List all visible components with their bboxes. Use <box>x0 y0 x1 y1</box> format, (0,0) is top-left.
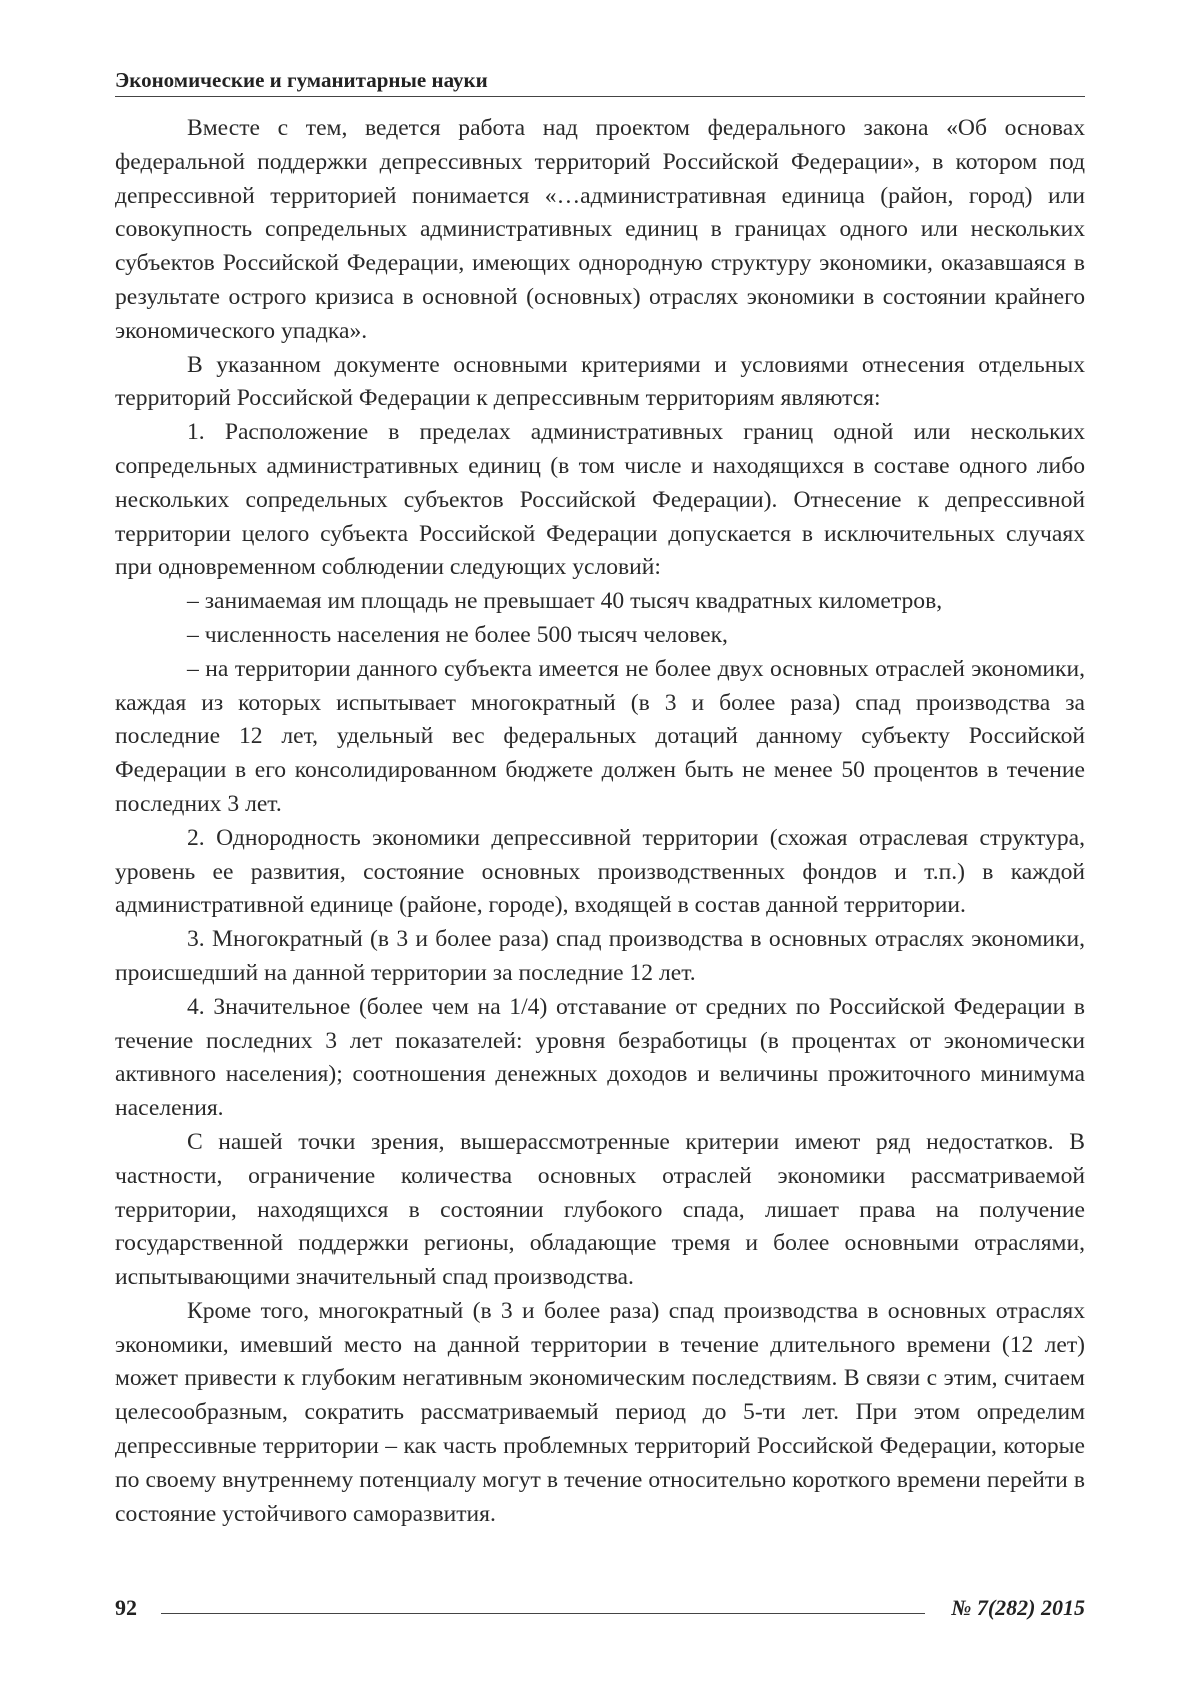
journal-section-title: Экономические и гуманитарные науки <box>115 68 488 92</box>
criterion-1: 1. Расположение в пределах административных границ одной или нескольких сопредельных административных единиц (в том числе и находящихся в составе одного либо нескольких сопредельных субъектов Российской Федерации). Отнесение к депрессивной территории целого субъекта Российской Федерации допускается в исключительных случаях при одновременном соблюдении следующих условий: <box>115 419 1085 581</box>
issue-number: № 7(282) 2015 <box>951 1595 1085 1620</box>
condition-industries: – на территории данного субъекта имеется не более двух основных отраслей экономики, каждая из которых испытывает многократный (в 3 и более раза) спад производства за последние 12 лет, удельный вес федеральных дотаций данному субъекту Российской Федерации в его консолидированном бюджете должен быть не менее 50 процентов в течение последних 3 лет. <box>115 655 1085 817</box>
paragraph-proposal: Кроме того, многократный (в 3 и более раза) спад производства в основных отраслях экономики, имевший место на данной территории в течение длительного времени (12 лет) может привести к глубоким негативным экономическим последствиям. В связи с этим, считаем целесообразным, сократить рассматриваемый период до 5-ти лет. При этом определим депрессивные территории – как часть проблемных территорий Российской Федерации, которые по своему внутреннему потенциалу могут в течение относительно короткого времени перейти в состояние устойчивого саморазвития. <box>115 1297 1085 1527</box>
criterion-2: 2. Однородность экономики депрессивной территории (схожая отраслевая структура, уровень ее развития, состояние основных производственных фондов и т.п.) в каждой административной единице (районе, городе), входящей в состав данной территории. <box>115 824 1085 919</box>
page-number: 92 <box>115 1595 137 1620</box>
page-footer <box>115 1595 1085 1625</box>
condition-population: – численность населения не более 500 тысяч человек, <box>187 621 728 648</box>
criterion-4: 4. Значительное (более чем на 1/4) отставание от средних по Российской Федерации в течение последних 3 лет показателей: уровня безработицы (в процентах от экономически активного населения); соотношения денежных доходов и величины прожиточного минимума населения. <box>115 993 1085 1122</box>
footer-divider <box>161 1613 925 1614</box>
criterion-3: 3. Многократный (в 3 и более раза) спад производства в основных отраслях экономики, происшедший на данной территории за последние 12 лет. <box>115 926 1085 986</box>
paragraph-definition: Вместе с тем, ведется работа над проектом федерального закона «Об основах федеральной поддержки депрессивных территорий Российской Федерации», в котором под депрессивной территорией понимается «…административная единица (район, город) или совокупность сопредельных административных единиц в границах одного или нескольких субъектов Российской Федерации, имеющих однородную структуру экономики, оказавшаяся в результате острого кризиса в основной (основных) отраслях экономики в состоянии крайнего экономического упадка». <box>115 115 1085 344</box>
article-body <box>115 112 1085 1531</box>
paragraph-critique: С нашей точки зрения, вышерассмотренные критерии имеют ряд недостатков. В частности, ограничение количества основных отраслей экономики рассматриваемой территории, находящихся в состоянии глубокого спада, лишает права на получение государственной поддержки регионы, обладающие тремя и более основными отраслями, испытывающими значительный спад производства. <box>115 1128 1085 1291</box>
condition-area: – занимаемая им площадь не превышает 40 тысяч квадратных километров, <box>187 588 943 615</box>
running-header <box>115 68 1085 97</box>
paragraph-criteria-intro: В указанном документе основными критериями и условиями отнесения отдельных территорий Российской Федерации к депрессивным территориям являются: <box>115 351 1085 412</box>
